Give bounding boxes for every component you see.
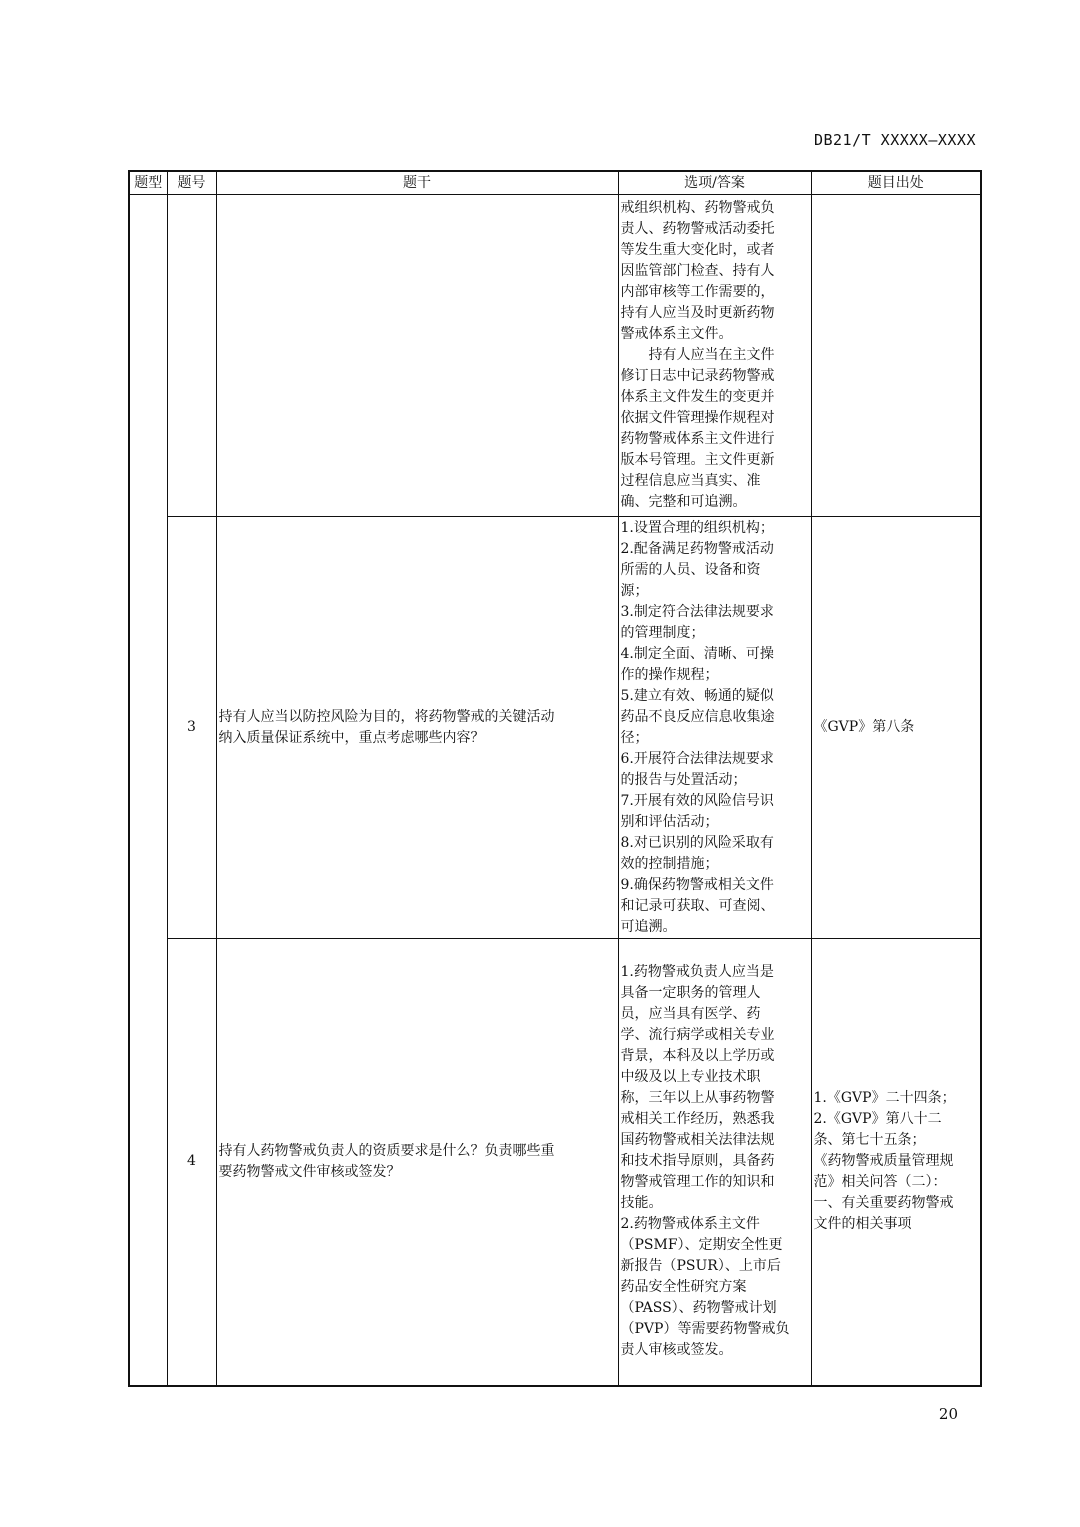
answer-line: 径； <box>620 729 649 746</box>
answer-line: 源； <box>620 582 649 599</box>
answer-cell <box>618 195 811 517</box>
answer-line: 6.开展符合法律法规要求 <box>620 750 774 767</box>
source-line: 范》相关问答（二）： <box>813 1174 947 1191</box>
source-line: 《GVP》第八条 <box>813 719 915 735</box>
answer-line: 内部审核等工作需要的， <box>620 284 775 300</box>
question-number-cell: 4 <box>167 939 216 1386</box>
answer-line: 国药物警戒相关法律法规 <box>620 1132 775 1149</box>
table-row <box>129 195 981 517</box>
answer-line: （PVP）等需要药物警戒负 <box>620 1321 790 1338</box>
answer-line: 效的控制措施； <box>620 855 719 872</box>
answer-cell <box>618 939 811 1386</box>
answer-line: 药品不良反应信息收集途 <box>620 708 775 725</box>
answer-line: 9.确保药物警戒相关文件 <box>620 876 774 893</box>
stem-line: 纳入质量保证系统中，重点考虑哪些内容？ <box>218 729 485 746</box>
answer-line: 持有人应当及时更新药物 <box>620 305 775 321</box>
answer-line: 和技术指导原则，具备药 <box>620 1153 775 1170</box>
answer-line: 所需的人员、设备和资 <box>620 561 761 578</box>
answer-line: 责人审核或签发。 <box>620 1342 733 1359</box>
answer-line: 2.配备满足药物警戒活动 <box>620 540 774 557</box>
answer-line: 物警戒管理工作的知识和 <box>620 1174 775 1191</box>
question-stem-cell <box>216 195 618 517</box>
answer-line: 1.设置合理的组织机构； <box>620 519 774 536</box>
answer-line: 戒相关工作经历，熟悉我 <box>620 1111 775 1128</box>
answer-line: 背景，本科及以上学历或 <box>620 1048 775 1065</box>
answer-line: 的管理制度； <box>620 624 705 641</box>
source-line: 1.《GVP》二十四条； <box>813 1090 956 1107</box>
source-line: 条、第七十五条； <box>813 1132 926 1149</box>
source-line: 2.《GVP》第八十二 <box>813 1111 942 1128</box>
answer-line: （PSMF）、定期安全性更 <box>620 1237 783 1254</box>
table-row <box>129 939 981 1386</box>
answer-line: 新报告（PSUR）、上市后 <box>620 1258 781 1275</box>
column-header-type: 题型 <box>129 171 167 195</box>
answer-line: 的报告与处置活动； <box>620 771 747 788</box>
answer-line: （PASS）、药物警戒计划 <box>620 1300 777 1317</box>
document-code: DB21/T XXXXX—XXXX <box>813 131 976 149</box>
stem-line: 持有人应当以防控风险为目的，将药物警戒的关键活动 <box>218 708 555 725</box>
answer-line: 过程信息应当真实、准 <box>620 473 761 489</box>
stem-line: 持有人药物警戒负责人的资质要求是什么？负责哪些重 <box>218 1142 555 1159</box>
question-stem-cell <box>216 517 618 939</box>
question-number-cell <box>167 195 216 517</box>
question-table <box>128 170 982 1387</box>
answer-line: 戒组织机构、药物警戒负 <box>620 200 775 216</box>
question-stem-cell <box>216 939 618 1386</box>
answer-line: 药物警戒体系主文件进行 <box>620 431 775 447</box>
table-header-row <box>129 171 981 195</box>
page-number: 20 <box>938 1405 958 1423</box>
source-line: 一、有关重要药物警戒 <box>813 1195 954 1212</box>
answer-line: 持有人应当在主文件 <box>648 347 775 363</box>
answer-line: 可追溯。 <box>620 918 677 935</box>
answer-line: 学、流行病学或相关专业 <box>620 1027 775 1044</box>
answer-line: 1.药物警戒负责人应当是 <box>620 964 774 981</box>
answer-line: 警戒体系主文件。 <box>620 326 733 342</box>
question-number-cell: 3 <box>167 517 216 939</box>
source-line: 《药物警戒质量管理规 <box>813 1153 954 1170</box>
answer-line: 4.制定全面、清晰、可操 <box>620 645 774 662</box>
answer-line: 作的操作规程； <box>620 666 719 683</box>
answer-line: 版本号管理。主文件更新 <box>620 452 775 468</box>
answer-line: 等发生重大变化时，或者 <box>620 242 775 258</box>
answer-line: 确、完整和可追溯。 <box>620 494 747 510</box>
answer-line: 责人、药物警戒活动委托 <box>620 221 775 237</box>
table-row <box>129 517 981 939</box>
answer-line: 员，应当具有医学、药 <box>620 1006 761 1023</box>
answer-cell <box>618 517 811 939</box>
answer-line: 依据文件管理操作规程对 <box>620 410 775 426</box>
source-line: 文件的相关事项 <box>813 1216 912 1233</box>
stem-line: 要药物警戒文件审核或签发？ <box>218 1163 401 1180</box>
answer-line: 8.对已识别的风险采取有 <box>620 834 774 851</box>
answer-line: 体系主文件发生的变更并 <box>620 389 775 405</box>
column-header-stem: 题干 <box>216 171 618 195</box>
question-type-cell <box>129 195 167 1386</box>
source-cell <box>811 939 981 1386</box>
column-header-source: 题目出处 <box>811 171 981 195</box>
answer-line: 和记录可获取、可查阅、 <box>620 897 775 914</box>
answer-line: 称，三年以上从事药物警 <box>620 1090 775 1107</box>
answer-line: 药品安全性研究方案 <box>620 1279 747 1296</box>
source-cell <box>811 195 981 517</box>
answer-line: 7.开展有效的风险信号识 <box>620 792 774 809</box>
answer-line: 3.制定符合法律法规要求 <box>620 603 774 620</box>
answer-line: 技能。 <box>620 1195 663 1212</box>
source-cell <box>811 517 981 939</box>
answer-line: 5.建立有效、畅通的疑似 <box>620 687 774 704</box>
answer-line: 中级及以上专业技术职 <box>620 1069 761 1086</box>
column-header-number: 题号 <box>167 171 216 195</box>
answer-line: 修订日志中记录药物警戒 <box>620 368 775 384</box>
column-header-answer: 选项/答案 <box>618 171 811 195</box>
answer-line: 别和评估活动； <box>620 813 719 830</box>
answer-line: 因监管部门检查、持有人 <box>620 263 775 279</box>
answer-line: 2.药物警戒体系主文件 <box>620 1216 760 1233</box>
answer-line: 具备一定职务的管理人 <box>620 985 761 1002</box>
